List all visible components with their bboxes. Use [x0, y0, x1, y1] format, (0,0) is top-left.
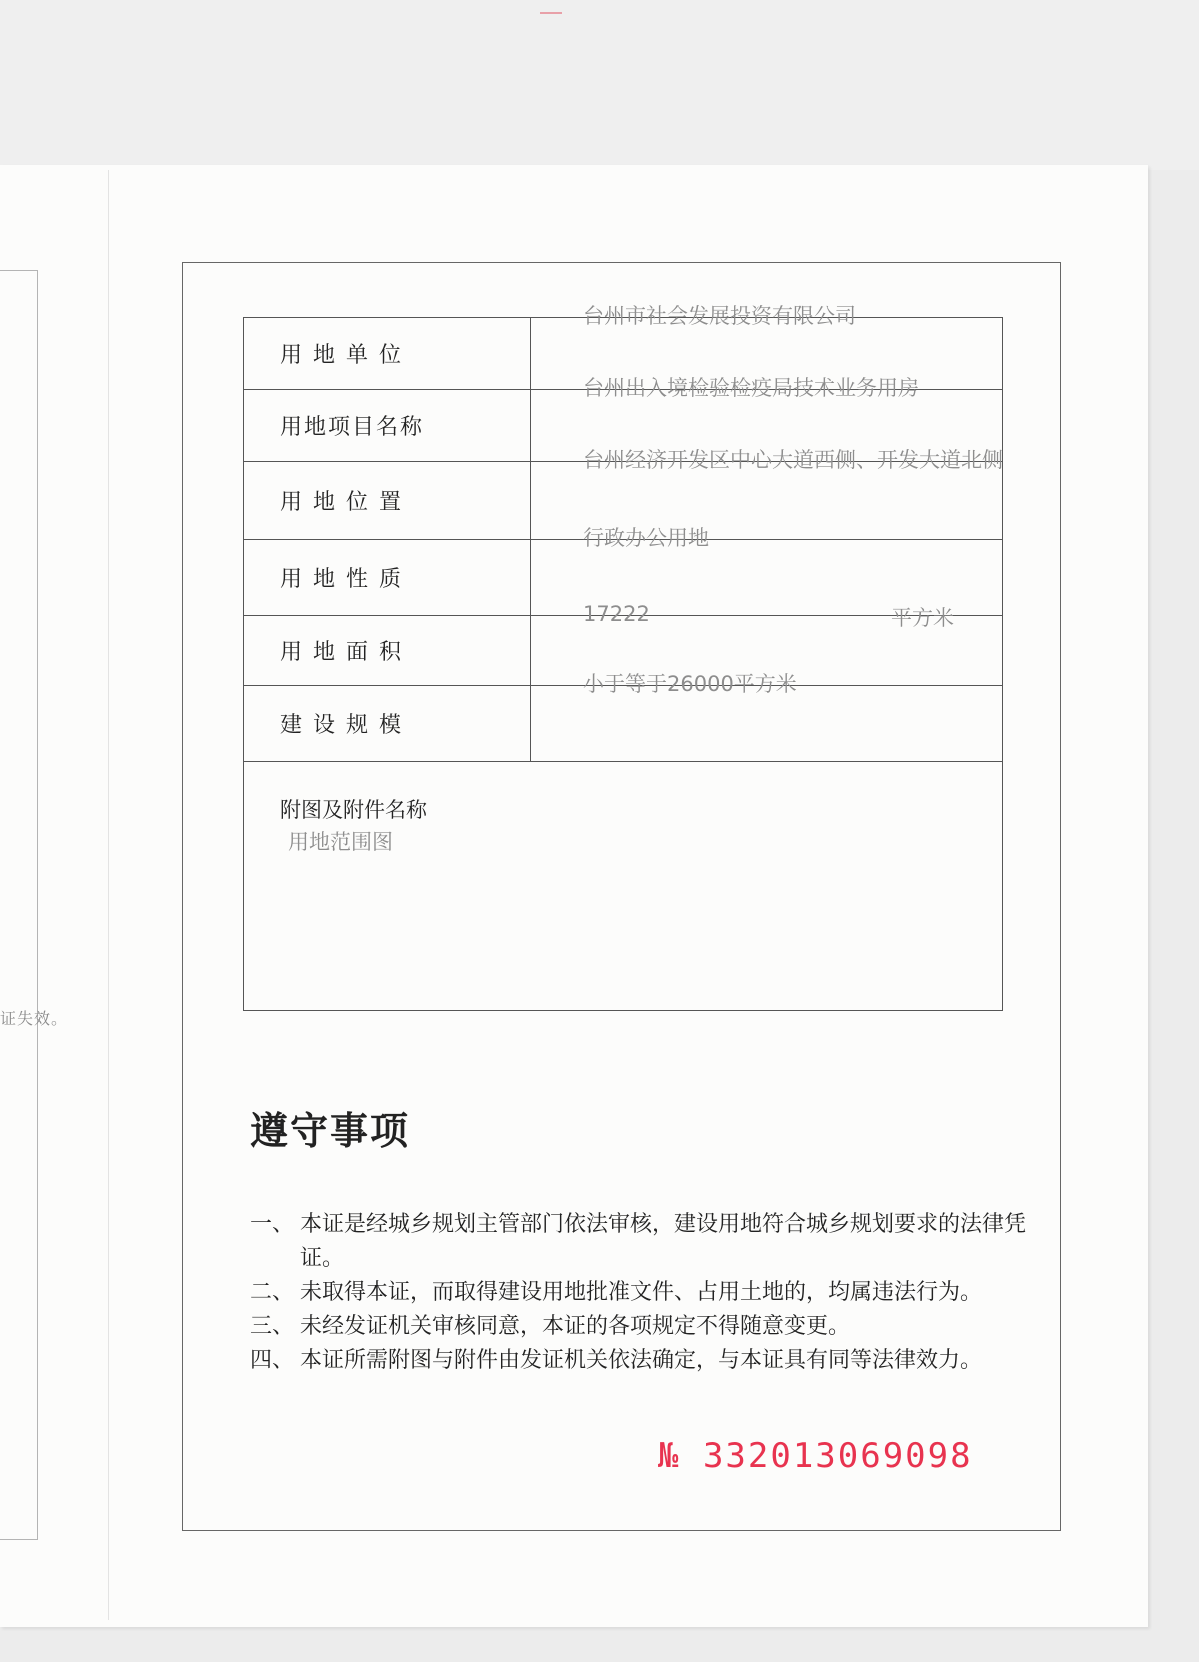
notice-title: 遵守事项: [250, 1109, 411, 1153]
value-land-unit: 台州市社会发展投资有限公司: [583, 304, 856, 328]
label-land-nature: 用 地 性 质: [244, 540, 531, 616]
label-land-area: 用 地 面 积: [244, 616, 531, 686]
value-location: 台州经济开发区中心大道西侧、开发大道北侧: [583, 448, 1003, 472]
list-item: [250, 1276, 1030, 1310]
attachments-value: 用地范围图: [288, 830, 393, 854]
land-info-table: [243, 304, 1003, 1011]
value-area-unit: 平方米: [891, 606, 954, 630]
notice-clauses: [250, 1208, 1030, 1378]
clause-text: 未取得本证，而取得建设用地批准文件、占用土地的，均属违法行为。: [300, 1280, 983, 1305]
label-land-unit: 用 地 单 位: [244, 318, 531, 390]
clause-number: 三、: [250, 1314, 295, 1339]
list-item: [250, 1344, 1030, 1378]
clause-number: 一、: [250, 1212, 295, 1237]
left-page-text: 证失效。: [0, 1009, 69, 1028]
value-project-name: 台州出入境检验检疫局技术业务用房: [583, 376, 919, 400]
table-row: [244, 686, 1003, 762]
left-page-border: [0, 270, 38, 1540]
clause-text: 未经发证机关审核同意，本证的各项规定不得随意变更。: [300, 1314, 851, 1339]
value-construction-scale: 小于等于26000平方米: [583, 672, 797, 696]
value-land-area: 17222: [583, 602, 650, 626]
scan-background: [0, 0, 1199, 170]
red-mark: [540, 12, 562, 14]
fold-line: [108, 170, 109, 1620]
serial-number: № 332013069098: [658, 1436, 973, 1476]
attachments-label: 附图及附件名称: [280, 798, 427, 822]
table-row: [244, 762, 1003, 1011]
clause-number: 二、: [250, 1280, 295, 1305]
list-item: [250, 1310, 1030, 1344]
value-land-nature: 行政办公用地: [583, 526, 709, 550]
label-construction-scale: 建 设 规 模: [244, 686, 531, 762]
clause-text: 本证所需附图与附件由发证机关依法确定，与本证具有同等法律效力。: [300, 1348, 983, 1373]
label-location: 用 地 位 置: [244, 462, 531, 540]
attachments-cell: [244, 762, 1003, 1011]
clause-number: 四、: [250, 1348, 295, 1373]
label-project-name: 用地项目名称: [244, 390, 531, 462]
clause-text: 本证是经城乡规划主管部门依法审核，建设用地符合城乡规划要求的法律凭证。: [300, 1212, 1027, 1271]
list-item: [250, 1208, 1030, 1276]
